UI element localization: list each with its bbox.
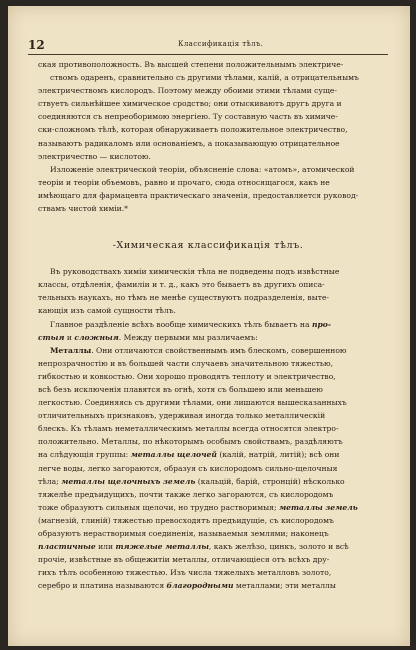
paragraph-theory-note xyxy=(38,163,378,215)
text-line: Главное раздѣленіе всѣхъ вообще химическихъ тѣлъ бываетъ на про- xyxy=(50,319,331,329)
text-line: электричество — кислотою. xyxy=(38,151,151,161)
running-title: Классификація тѣлъ. xyxy=(178,40,264,48)
text-line: серебро и платина называются благородными металлами; эти металлы xyxy=(38,581,336,591)
text-line: теоріи и теоріи объемовъ, равно и прочаго, сюда относящагося, какъ не xyxy=(38,177,330,187)
section-title: -Химическая классификація тѣлъ. xyxy=(112,240,304,252)
text-line: Металлы. Они отличаются свойственнымъ имъ блескомъ, совершенною xyxy=(50,345,347,355)
text-line: называютъ радикаломъ или основаніемъ, а показывающую отрицательное xyxy=(38,138,340,148)
paragraph-metals xyxy=(38,344,378,593)
text-line: Въ руководствахъ химіи химическія тѣла не подведены подъ извѣстные xyxy=(50,267,340,277)
text-line: кающія изъ самой сущности тѣлъ. xyxy=(38,306,176,316)
page-number: 12 xyxy=(28,38,45,52)
text-line: соединяются съ непреоборимою энергіею. Ту составную часть въ химиче- xyxy=(38,112,338,122)
text-line: всѣ безъ исключенія плавятся въ огнѣ, хотя съ большею или меньшею xyxy=(38,384,323,394)
text-line: (магнезій, глиній) тяжестью превосходятъ предъидущіе, съ кислородомъ xyxy=(38,515,334,525)
text-line: тоже образуютъ сильныя щелочи, но трудно растворимыя; металлы земель xyxy=(38,502,358,512)
text-line: имѣющаго для фармацевта практическаго значенія, предоставляется руковод- xyxy=(38,190,359,200)
text-line: гихъ тѣлъ особенною тяжестью. Изъ числа тяжелыхъ металловъ золото, xyxy=(38,568,332,578)
text-line: ствамъ чистой химіи.* xyxy=(38,204,128,214)
text-line: отличительныхъ признаковъ, удерживая иногда только металлическій xyxy=(38,411,326,421)
header-rule xyxy=(28,54,388,55)
text-line: непрозрачностію и въ большей части случаевъ значительною тяжестью, xyxy=(38,358,334,368)
text-line: электричествомъ кислородъ. Поэтому между обоими этими тѣлами суще- xyxy=(38,86,337,96)
text-line: положительно. Металлы, по нѣкоторымъ особымъ свойствамъ, раздѣляютъ xyxy=(38,437,343,447)
term-metals: Металлы xyxy=(50,345,92,355)
book-page xyxy=(8,6,410,646)
text-line: образуютъ нерастворимыя соединенія, называемыя землями; наконецъ xyxy=(38,529,329,538)
text-line: тельныхъ наукахъ, но тѣмъ не менѣе существуютъ подразделенія, выте- xyxy=(38,293,329,303)
text-line: ствомъ одаренъ, сравнительно съ другими тѣлами, калій, а отрицательнымъ xyxy=(50,73,359,83)
text-line: ская противоположность. Въ высшей степени положительнымъ электриче- xyxy=(38,60,344,69)
body-text xyxy=(38,58,378,592)
text-line: классы, отдѣленія, фамиліи и т. д., какъ это бываетъ въ другихъ описа- xyxy=(38,280,325,290)
text-line: тѣла; металлы щелочныхъ земель (кальцій, барій, стронцій) нѣсколько xyxy=(38,476,345,486)
paragraph-classification xyxy=(38,265,378,317)
text-line: Изложеніе электрической теоріи, объясненіе слова: «атомъ», атомической xyxy=(50,164,355,174)
paragraph-electricity xyxy=(38,58,378,163)
text-line: легкостью. Соединяясь съ другими тѣлами, они лишаются вышесказанныхъ xyxy=(38,398,347,408)
text-line: стыя и сложныя. Между первыми мы различаемъ: xyxy=(38,332,258,342)
text-line: пластичные или тяжелые металлы, какъ желѣзо, цинкъ, золото и всѣ xyxy=(38,542,349,552)
paragraph-main-division xyxy=(38,318,378,344)
text-line: тяжелѣе предъидущихъ, почти также легко загораются, съ кислородомъ xyxy=(38,489,334,499)
text-line: блескъ. Къ тѣламъ неметаллическимъ металлы всегда относятся электро- xyxy=(38,424,339,434)
text-line: на слѣдующія группы: металлы щелочей (калій, натрій, литій); всѣ они xyxy=(38,450,340,460)
text-line: гибкостью и ковкостью. Они хорошо проводятъ теплоту и электричество, xyxy=(38,371,336,381)
text-line: ски-сложномъ тѣлѣ, которая обнаруживаетъ положительное электричество, xyxy=(38,125,348,135)
text-line: прочіе, извѣстные въ общежитіи металлы, отличающіеся отъ всѣхъ дру- xyxy=(38,555,330,565)
text-line: легче воды, легко загораются, образуя съ кислородомъ сильно-щелочныя xyxy=(38,463,338,473)
page-header xyxy=(28,40,388,54)
text-line: ствуетъ сильнѣйшее химическое сродство; они отыскиваютъ другъ друга и xyxy=(38,99,342,109)
